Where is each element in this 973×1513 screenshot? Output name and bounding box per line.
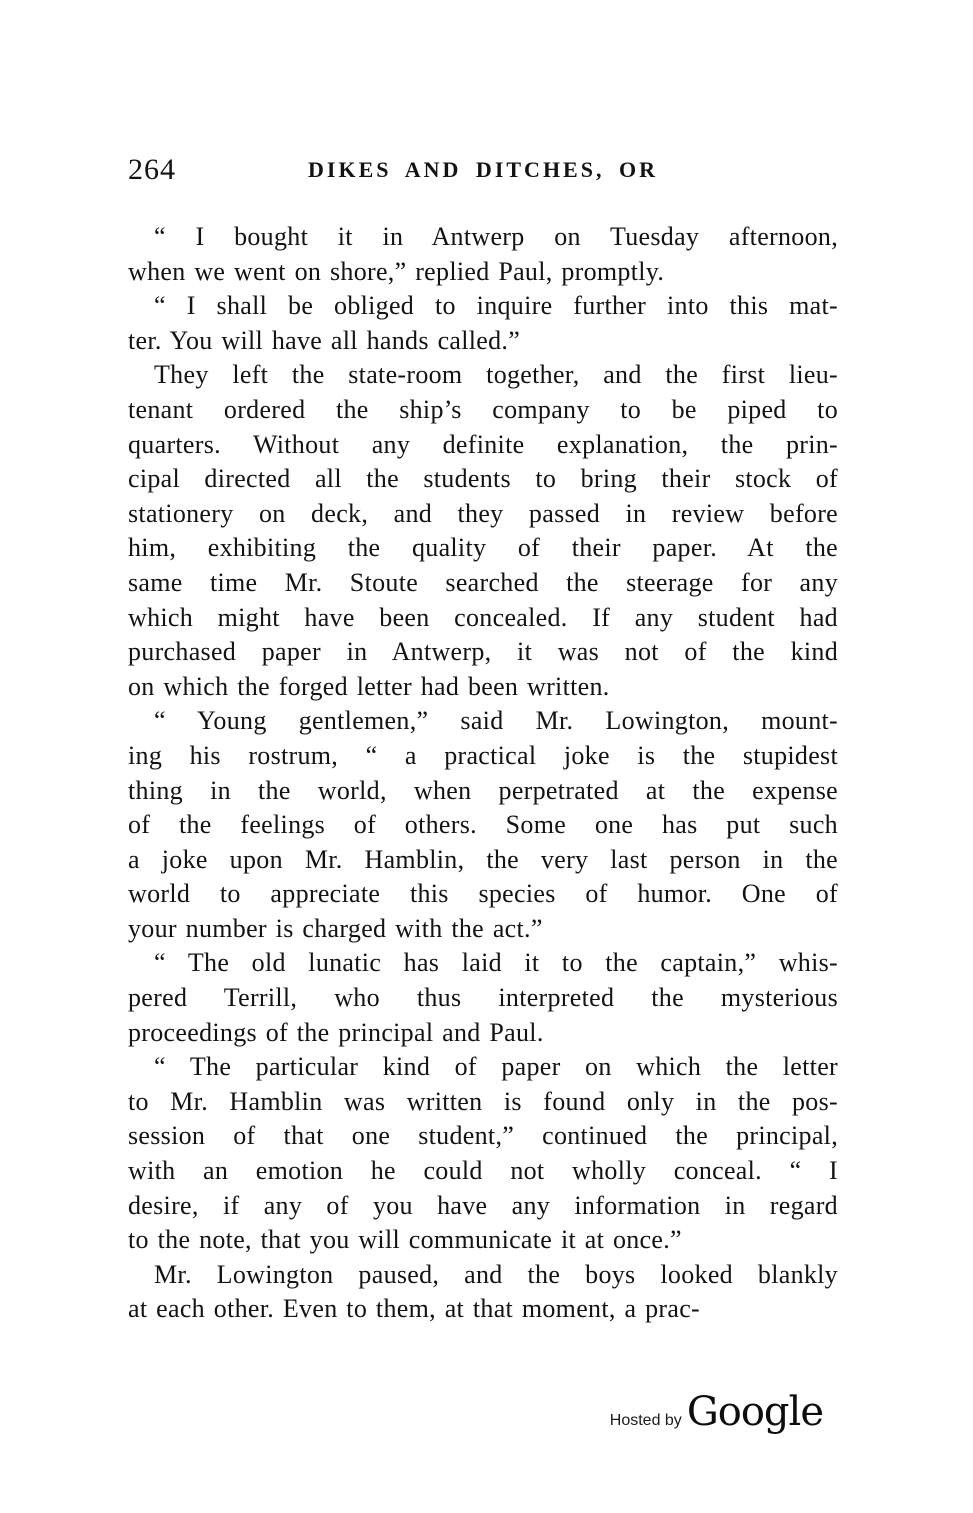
google-logo: Google [686, 1389, 823, 1435]
text-line: same time Mr. Stoute searched the steerage for any [128, 567, 838, 597]
text-line: “ The particular kind of paper on which the letter [154, 1052, 838, 1082]
paragraph [128, 289, 838, 358]
paragraph [128, 220, 838, 289]
text-line: on which the forged letter had been written. [128, 671, 610, 701]
text-line: “ The old lunatic has laid it to the captain,” whis- [154, 948, 838, 978]
text-line: a joke upon Mr. Hamblin, the very last person in the [128, 844, 838, 874]
text-line: when we went on shore,” replied Paul, promptly. [128, 256, 665, 286]
paragraph [128, 358, 838, 704]
text-line: proceedings of the principal and Paul. [128, 1017, 544, 1047]
text-line: Mr. Lowington paused, and the boys looked blankly [154, 1259, 838, 1289]
text-line: quarters. Without any definite explanation, the prin- [128, 429, 838, 459]
text-line: thing in the world, when perpetrated at the expense [128, 775, 838, 805]
paragraph [128, 704, 838, 946]
page-footer [609, 1389, 823, 1435]
page-header [128, 153, 838, 187]
text-line: of the feelings of others. Some one has put such [128, 810, 838, 840]
text-line: “ I shall be obliged to inquire further into this mat- [154, 291, 838, 321]
text-line: to Mr. Hamblin was written is found only in the pos- [128, 1086, 838, 1116]
text-line: tenant ordered the ship’s company to be piped to [128, 394, 838, 424]
text-line: purchased paper in Antwerp, it was not of the kind [128, 637, 838, 667]
text-line: “ Young gentlemen,” said Mr. Lowington, mount- [154, 706, 838, 736]
text-line: him, exhibiting the quality of their paper. At the [128, 533, 838, 563]
text-line: They left the state-room together, and the first lieu- [154, 360, 838, 390]
text-line: world to appreciate this species of humor. One of [128, 879, 838, 909]
text-line: to the note, that you will communicate it at once.” [128, 1225, 682, 1255]
text-line: ing his rostrum, “ a practical joke is the stupidest [128, 740, 838, 770]
running-title: DIKES AND DITCHES, OR [308, 157, 658, 182]
text-line: “ I bought it in Antwerp on Tuesday afternoon, [154, 222, 838, 251]
text-line: stationery on deck, and they passed in review before [128, 498, 838, 528]
text-line: desire, if any of you have any information in regard [128, 1190, 838, 1220]
text-line: which might have been concealed. If any student had [128, 602, 838, 632]
hosted-by-label: Hosted by [609, 1412, 682, 1429]
text-line: at each other. Even to them, at that moment, a prac- [128, 1294, 701, 1324]
paragraph [128, 1050, 838, 1258]
paragraph [128, 1258, 838, 1327]
text-line: cipal directed all the students to bring their stock of [128, 464, 838, 494]
text-line: pered Terrill, who thus interpreted the mysterious [128, 983, 838, 1013]
text-line: session of that one student,” continued the principal, [128, 1121, 838, 1151]
text-line: your number is charged with the act.” [128, 913, 543, 943]
body-text [128, 220, 838, 1327]
paragraph [128, 946, 838, 1050]
text-line: ter. You will have all hands called.” [128, 325, 521, 355]
page-number: 264 [128, 153, 176, 186]
text-line: with an emotion he could not wholly conceal. “ I [128, 1156, 838, 1186]
